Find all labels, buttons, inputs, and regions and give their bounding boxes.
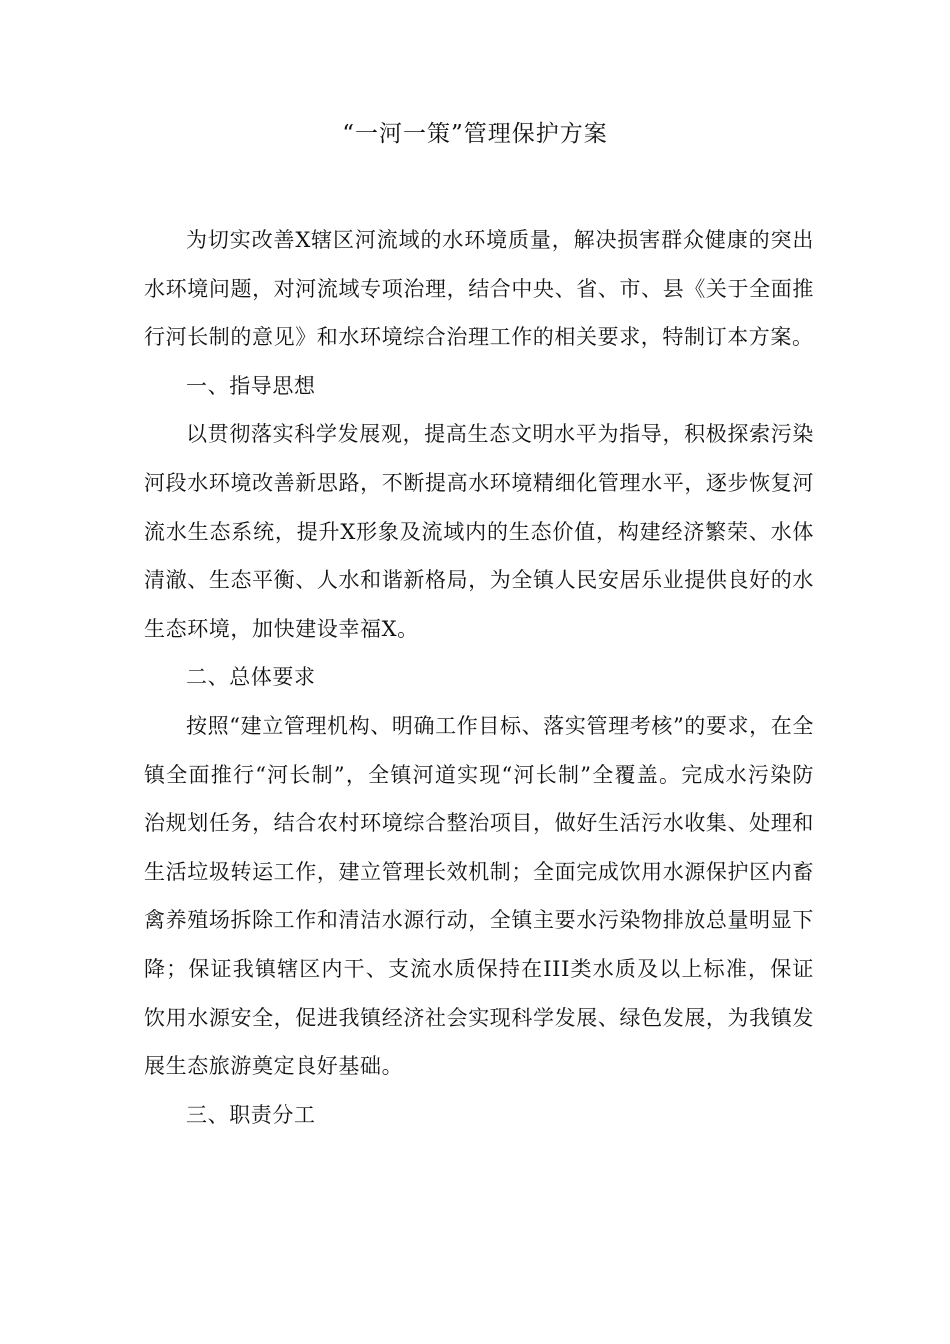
section-paragraph-overall-requirements: 按照“建立管理机构、明确工作目标、落实管理考核”的要求，在全镇全面推行“河长制”，全镇河道实现“河长制”全覆盖。完成水污染防治规划任务，结合农村环境综合整治项目，做好生活污水收集、处理和生活垃圾转运工作，建立管理长效机制；全面完成饮用水源保护区内畜禽养殖场拆除工作和清洁水源行动，全镇主要水污染物排放总量明显下降；保证我镇辖区内干、支流水质保持在III类水质及以上标准，保证饮用水源安全，促进我镇经济社会实现科学发展、绿色发展，为我镇发展生态旅游奠定良好基础。	[144, 713, 814, 1079]
section-paragraph-guiding-ideology: 以贯彻落实科学发展观，提高生态文明水平为指导，积极探索污染河段水环境改善新思路，不断提高水环境精细化管理水平，逐步恢复河流水生态系统，提升X形象及流域内的生态价值，构建经济繁荣、水体清澈、生态平衡、人水和谐新格局，为全镇人民安居乐业提供良好的水生态环境，加快建设幸福X。	[144, 422, 814, 641]
document-body	[144, 216, 814, 1139]
document-title: “一河一策”管理保护方案	[342, 121, 608, 147]
section-heading-overall-requirements: 二、总体要求	[186, 665, 316, 690]
section-heading-guiding-ideology: 一、指导思想	[186, 373, 316, 398]
section-heading-responsibilities: 三、职责分工	[186, 1102, 316, 1127]
intro-paragraph: 为切实改善X辖区河流域的水环境质量，解决损害群众健康的突出水环境问题，对河流域专项治理，结合中央、省、市、县《关于全面推行河长制的意见》和水环境综合治理工作的相关要求，特制订本方案。	[144, 228, 814, 350]
